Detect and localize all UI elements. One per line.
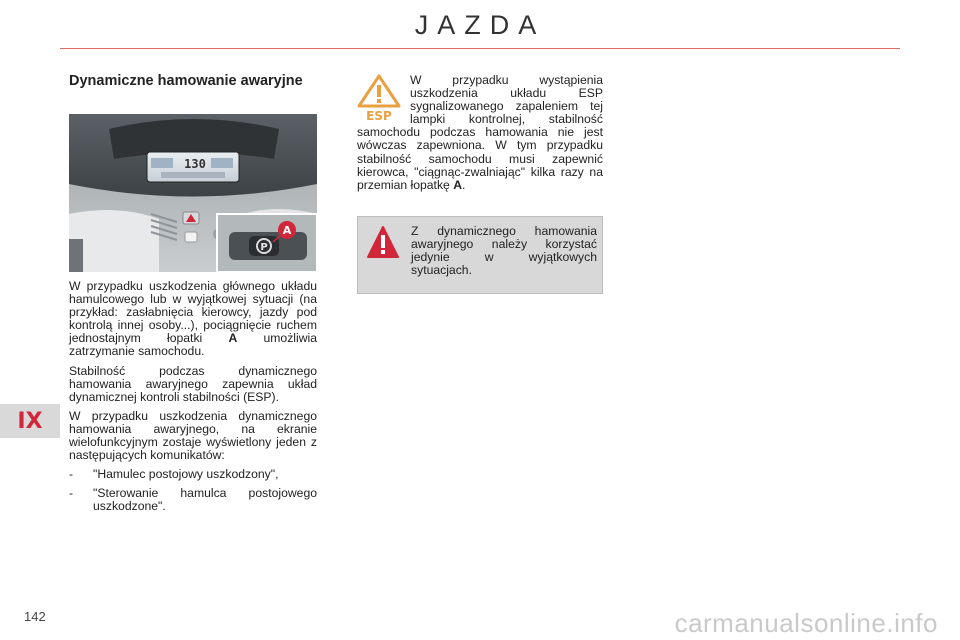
exclamation-warning-icon	[366, 225, 400, 261]
warning-box	[357, 216, 603, 294]
main-text-column	[69, 280, 317, 520]
list-item: - "Hamulec postojowy uszkodzony",	[69, 467, 279, 482]
esp-icon-label: ESP	[366, 109, 392, 122]
paragraph-3: W przypadku uszkodzenia dynamicznego hamowania awaryjnego, na ekranie wielofunkcyjnym zostaje wyświetlony jeden z następujących komunikatów:	[69, 408, 317, 463]
chapter-tab-label: IX	[17, 408, 43, 434]
paragraph-1: W przypadku uszkodzenia głównego układu hamulcowego lub w wyjątkowej sytuacji (na przykład: zasłabnięcia kierowcy, jazdy pod kontrolą innej osoby...), pociągnięcie ruchem jednostajnym łopatki A umożliwia zatrzymanie samochodu.	[69, 279, 317, 359]
chapter-tab	[0, 404, 60, 438]
watermark-text: carmanualsonline.info	[674, 608, 938, 638]
esp-description	[357, 74, 603, 192]
message-list	[69, 468, 317, 513]
esp-paragraph: W przypadku wystąpienia uszkodzenia układu ESP sygnalizowanego zapaleniem tej lampki kontrolnej, stabilność samochodu podczas hamowania nie jest wówczas zapewniona. W tym przypadku stabilność samochodu musi zapewnić kierowca, "ciągnąc-zwalniając" kilka razy na przemian łopatkę A.	[357, 73, 603, 192]
section-title: Dynamiczne hamowanie awaryjne	[69, 73, 303, 89]
svg-text:P: P	[260, 242, 268, 253]
header-divider	[60, 48, 900, 49]
warning-text: Z dynamicznego hamowania awaryjnego należy korzystać jedynie w wyjątkowych sytuacjach.	[411, 224, 597, 278]
page-number: 142	[24, 609, 46, 624]
paragraph-2: Stabilność podczas dynamicznego hamowania awaryjnego zapewnia układ dynamicznej kontroli stabilności (ESP).	[69, 363, 317, 404]
lcd-speed-text: 130	[184, 157, 206, 171]
list-item: - "Sterowanie hamulca postojowego uszkodzone".	[69, 486, 317, 514]
dashboard-photo	[69, 114, 317, 272]
callout-a-label: A	[282, 224, 292, 237]
dashboard-illustration	[69, 114, 317, 272]
page-header-title: JAZDA	[414, 10, 546, 40]
para1-bold-label: A	[228, 331, 238, 346]
